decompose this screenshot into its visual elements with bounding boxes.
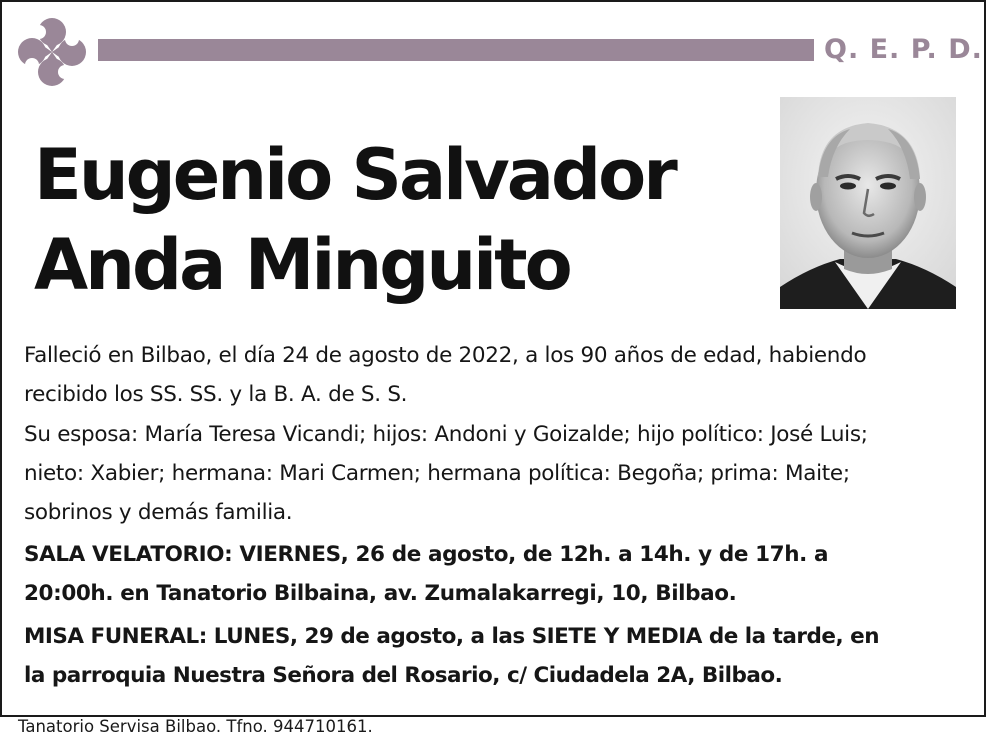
funeral-line: la parroquia Nuestra Señora del Rosario, c/ Ciudadela 2A, Bilbao. xyxy=(24,663,783,688)
family-list xyxy=(24,415,868,532)
death-notice-line: recibido los SS. SS. y la B. A. de S. S. xyxy=(24,382,408,407)
death-notice xyxy=(24,336,866,414)
wake-line: SALA VELATORIO: VIERNES, 26 de agosto, de 12h. a 14h. y de 17h. a xyxy=(24,542,829,567)
funeral-home-contact: Tanatorio Servisa Bilbao. Tfno. 944710161. xyxy=(18,717,373,736)
name-line-2: Anda Minguito xyxy=(34,224,570,306)
lauburu-icon xyxy=(12,12,92,92)
family-line: nieto: Xabier; hermana: Mari Carmen; hermana política: Begoña; prima: Maite; xyxy=(24,461,850,486)
funeral-details xyxy=(24,617,879,695)
family-line: Su esposa: María Teresa Vicandi; hijos: Andoni y Goizalde; hijo político: José Luis; xyxy=(24,422,868,447)
qepd-label: Q. E. P. D. xyxy=(824,34,983,65)
header-band xyxy=(98,39,814,61)
portrait-photo xyxy=(780,97,956,309)
wake-details xyxy=(24,535,828,613)
funeral-line: MISA FUNERAL: LUNES, 29 de agosto, a las SIETE Y MEDIA de la tarde, en xyxy=(24,624,880,649)
name-line-1: Eugenio Salvador xyxy=(34,134,675,216)
deceased-name xyxy=(34,130,675,310)
death-notice-line: Falleció en Bilbao, el día 24 de agosto de 2022, a los 90 años de edad, habiendo xyxy=(24,343,867,368)
wake-line: 20:00h. en Tanatorio Bilbaina, av. Zumalakarregi, 10, Bilbao. xyxy=(24,581,737,606)
family-line: sobrinos y demás familia. xyxy=(24,500,293,525)
